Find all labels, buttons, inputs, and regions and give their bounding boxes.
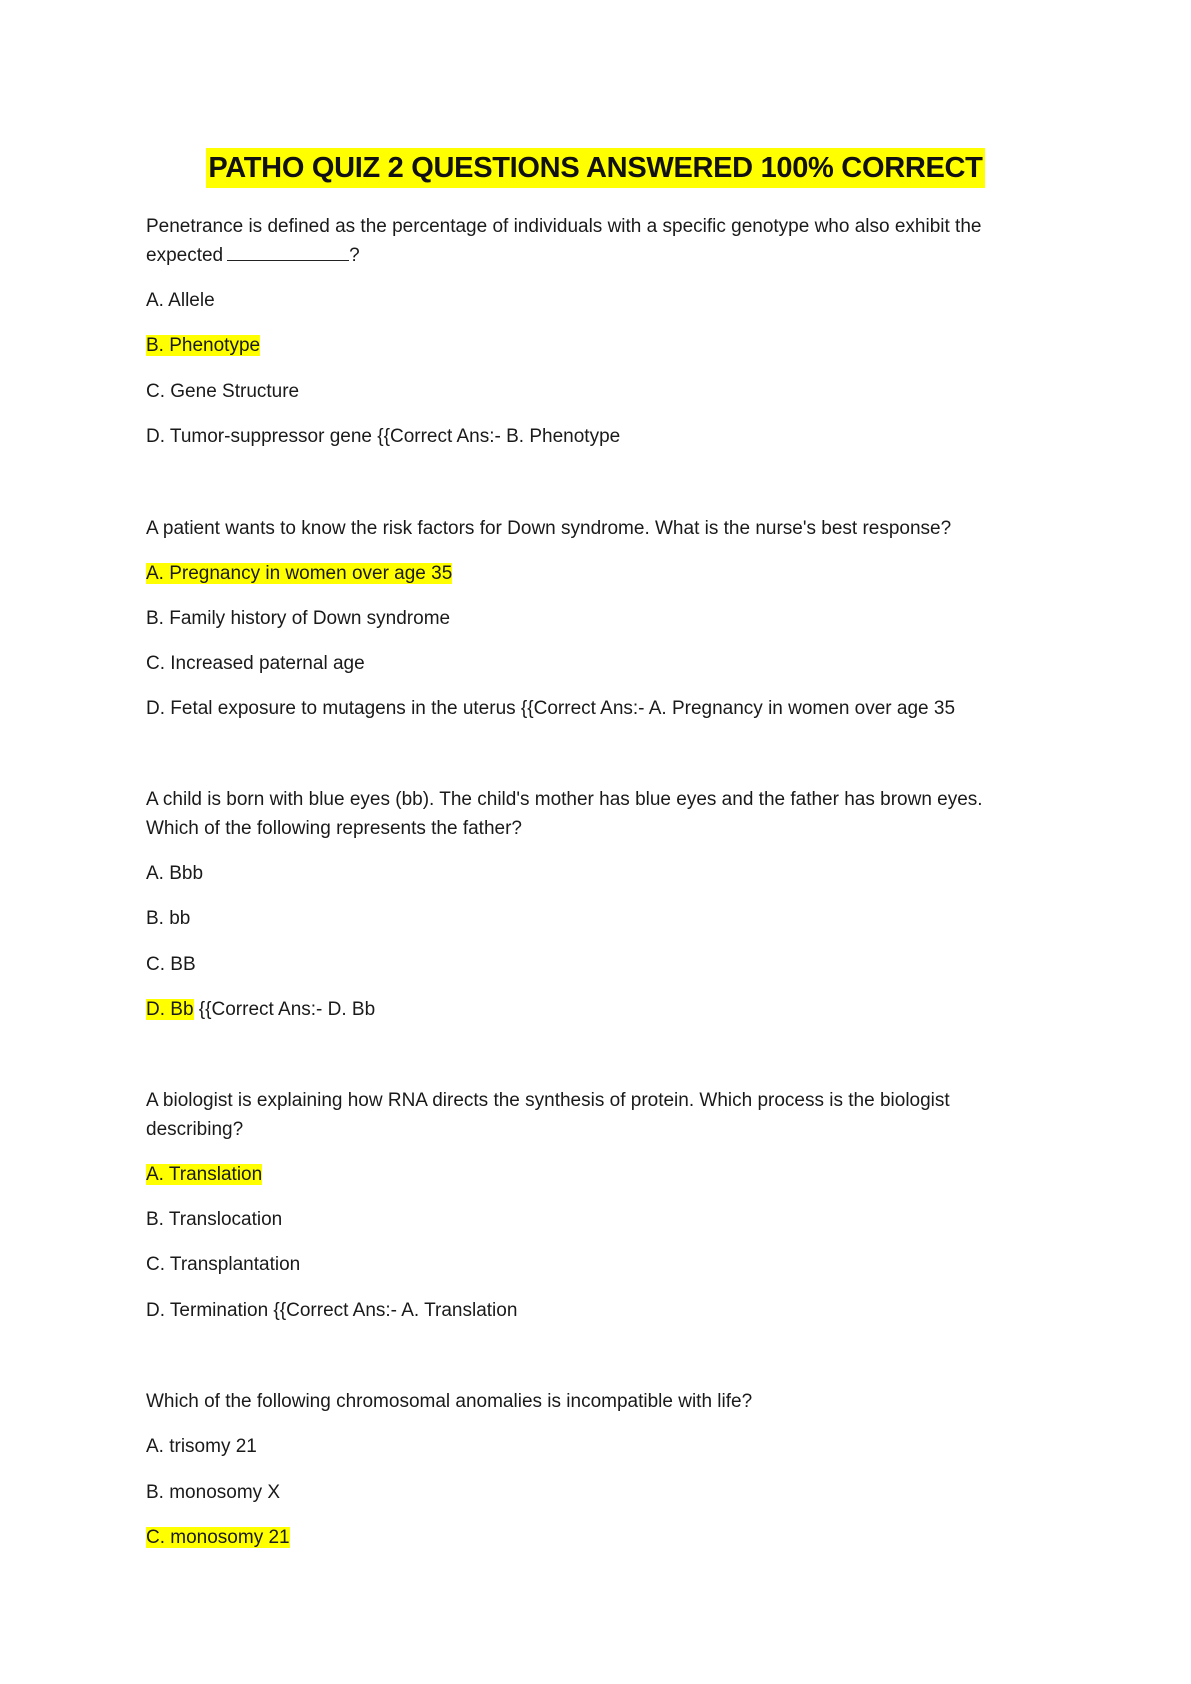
q1-option-b <box>146 331 1066 360</box>
q1-option-d-text: D. Tumor-suppressor gene <box>146 426 372 447</box>
q4-option-c: C. Transplantation <box>146 1254 301 1275</box>
q2-answer-note: {{Correct Ans:- A. Pregnancy in women over age 35 <box>515 698 956 719</box>
q4-option-d <box>146 1296 1066 1325</box>
q4-stem-line1: A biologist is explaining how RNA directs the synthesis of protein. Which process is the biologist <box>146 1090 950 1111</box>
q5-option-b: B. monosomy X <box>146 1482 281 1503</box>
q3-stem-line2: Which of the following represents the father? <box>146 818 522 839</box>
q4-option-a <box>146 1160 1066 1189</box>
q1-stem-post: ? <box>349 245 360 266</box>
q1-stem-line2 <box>146 241 1066 270</box>
q3-option-d <box>146 995 1066 1024</box>
q3-answer-note: {{Correct Ans:- D. Bb <box>193 999 376 1020</box>
q2-option-a <box>146 559 1066 588</box>
q2-option-a-highlight: A. Pregnancy in women over age 35 <box>146 563 453 584</box>
q2-option-d-text: D. Fetal exposure to mutagens in the uterus <box>146 698 516 719</box>
q2-option-b: B. Family history of Down syndrome <box>146 608 451 629</box>
q5-stem-line1: Which of the following chromosomal anomalies is incompatible with life? <box>146 1391 753 1412</box>
q1-option-b-highlight: B. Phenotype <box>146 335 261 356</box>
q3-option-a: A. Bbb <box>146 863 204 884</box>
q3-option-b: B. bb <box>146 908 191 929</box>
q4-stem-line2: describing? <box>146 1119 244 1140</box>
q1-stem-line1: Penetrance is defined as the percentage of individuals with a specific genotype who also exhibit the <box>146 216 982 237</box>
q2-option-d <box>146 694 1066 723</box>
q5-option-c <box>146 1523 1066 1552</box>
q1-blank <box>227 242 349 261</box>
q1-answer-note: {{Correct Ans:- B. Phenotype <box>372 426 621 447</box>
q4-option-b: B. Translocation <box>146 1209 283 1230</box>
q1-stem-pre: expected <box>146 245 224 266</box>
title-wrap <box>0 148 1191 188</box>
q1-option-a: A. Allele <box>146 290 215 311</box>
q5-option-c-highlight: C. monosomy 21 <box>146 1527 290 1548</box>
q1-option-d <box>146 422 1066 451</box>
q3-option-c: C. BB <box>146 954 196 975</box>
q2-stem-line1: A patient wants to know the risk factors for Down syndrome. What is the nurse's best response? <box>146 518 952 539</box>
q4-answer-note: {{Correct Ans:- A. Translation <box>268 1300 518 1321</box>
q3-option-d-highlight: D. Bb <box>146 999 194 1020</box>
q3-stem-line1: A child is born with blue eyes (bb). The child's mother has blue eyes and the father has brown eyes. <box>146 789 983 810</box>
q5-option-a: A. trisomy 21 <box>146 1436 257 1457</box>
q4-option-d-text: D. Termination <box>146 1300 269 1321</box>
document-title: PATHO QUIZ 2 QUESTIONS ANSWERED 100% CORRECT <box>206 148 984 188</box>
q2-option-c: C. Increased paternal age <box>146 653 365 674</box>
q4-option-a-highlight: A. Translation <box>146 1164 263 1185</box>
q1-option-c: C. Gene Structure <box>146 381 300 402</box>
